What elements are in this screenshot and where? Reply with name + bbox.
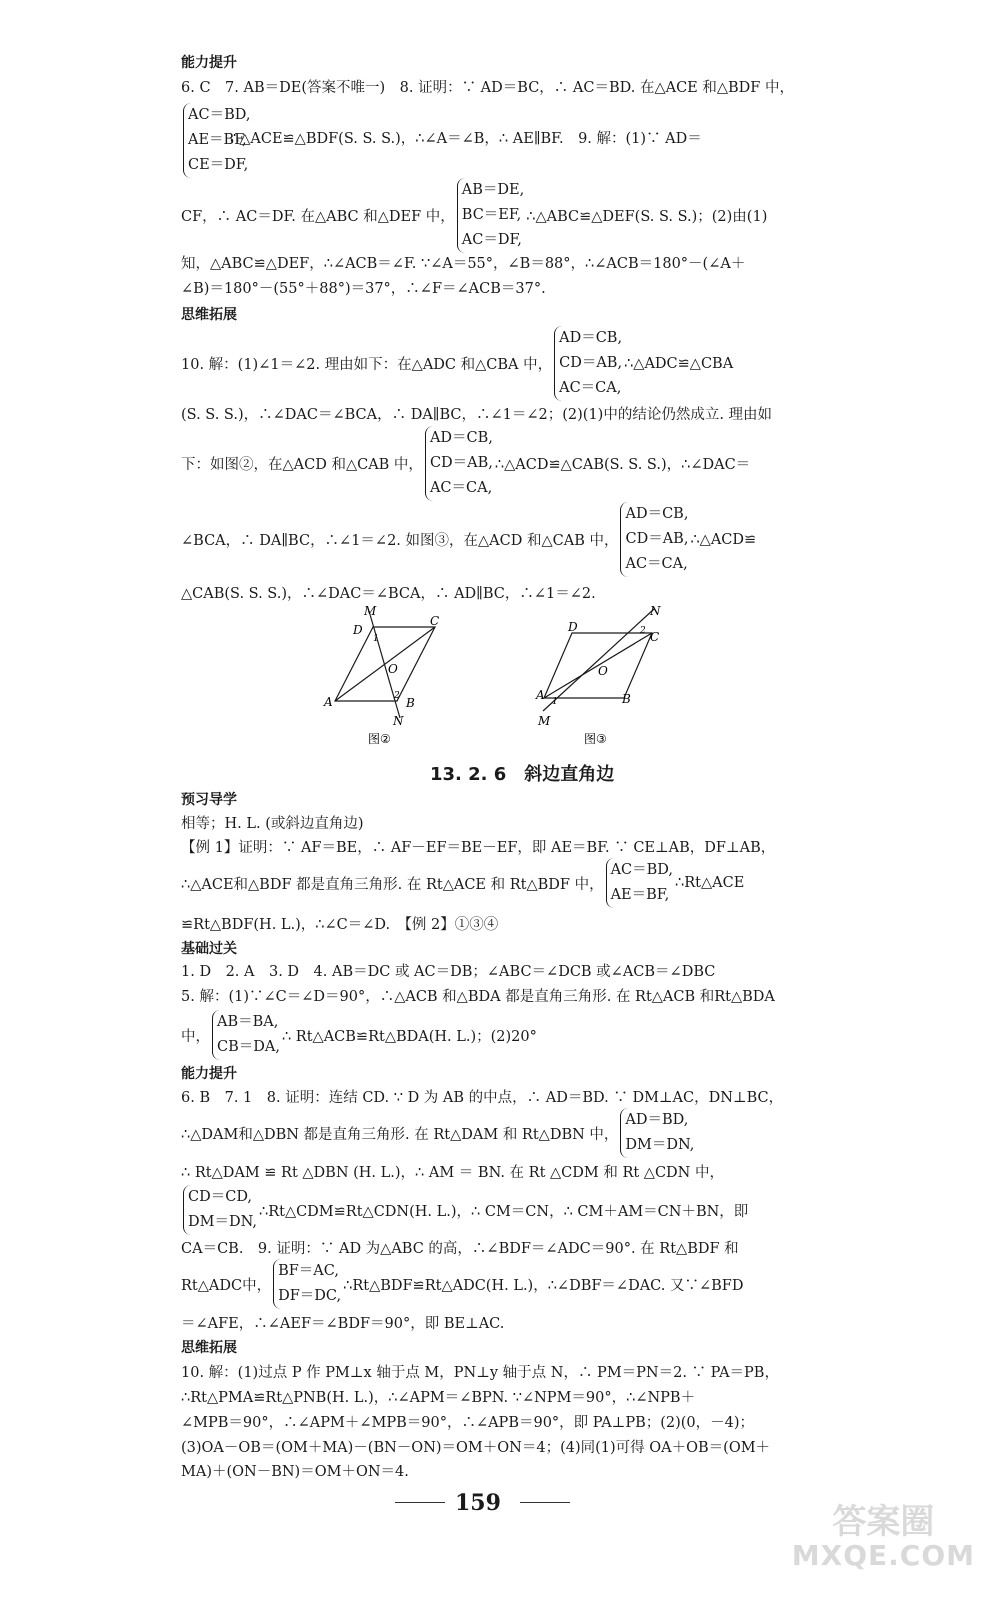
section-heading: 预习导学 <box>181 792 237 808</box>
brace-line: CB＝DA, <box>217 1039 280 1055</box>
brace-line: AD＝CB, <box>559 330 623 346</box>
text-line: ＝∠AFE，∴∠AEF＝∠BDF＝90°，即 BE⊥AC. <box>181 1316 505 1332</box>
text-line: 6. C 7. AB＝DE(答案不唯一) 8. 证明：∵ AD＝BC，∴ AC＝BD. 在△ACE 和△BDF 中， <box>181 80 794 96</box>
text-line: 1. D 2. A 3. D 4. AB＝DC 或 AC＝DB；∠ABC＝∠DCB 或∠ACB＝∠DBC <box>181 964 716 980</box>
section-heading: 思维拓展 <box>181 1340 237 1356</box>
brace-line: AC＝BD, <box>188 107 251 123</box>
equation-brace <box>457 178 524 253</box>
text-segment: 下：如图②，在△ACD 和△CAB 中， <box>181 457 423 473</box>
text-line: (3)OA－OB＝(OM＋MA)－(BN－ON)＝OM＋ON＝4；(4)同(1)可得 OA＋OB＝(OM＋ <box>181 1440 771 1456</box>
brace-line: AE＝BF, <box>188 132 247 148</box>
brace-line: DM＝DN, <box>188 1214 257 1230</box>
section-heading: 能力提升 <box>181 55 237 71</box>
text-segment: ∴Rt△CDM≌Rt△CDN(H. L.)，∴ CM＝CN，∴ CM＋AM＝CN＋BN，即 <box>258 1203 749 1220</box>
brace-line: CE＝DF, <box>188 157 249 173</box>
point-label: O <box>388 662 398 676</box>
brace-line: BC＝EF, <box>461 207 522 223</box>
text-segment: 中， <box>181 1028 210 1045</box>
brace-line: AC＝CA, <box>429 480 493 496</box>
figure-caption: 图② <box>368 732 391 746</box>
text-row <box>181 502 756 577</box>
text-line: 5. 解：(1)∵∠C＝∠D＝90°，∴△ACB 和△BDA 都是直角三角形. 在 Rt△ACB 和Rt△BDA <box>181 989 775 1005</box>
text-segment: ∴Rt△BDF≌Rt△ADC(H. L.)，∴∠DBF＝∠DAC. 又∵∠BFD <box>343 1277 744 1294</box>
angle-label: 2 <box>640 626 646 636</box>
text-segment: ∴Rt△ACE <box>675 875 745 891</box>
brace-line: AE＝BF, <box>610 887 670 903</box>
brace-line: DM＝DN, <box>625 1137 695 1153</box>
brace-line: BF＝AC, <box>278 1263 339 1279</box>
section-heading: 基础过关 <box>181 941 237 957</box>
text-line: 6. B 7. 1 8. 证明：连结 CD. ∵ D 为 AB 的中点，∴ AD＝BD. ∵ DM⊥AC，DN⊥BC， <box>181 1090 784 1106</box>
brace-line: AD＝CB, <box>625 506 689 522</box>
watermark-logo <box>791 1502 975 1573</box>
point-label: N <box>650 604 661 618</box>
brace-line: CD＝AB, <box>625 531 689 547</box>
text-line: ∴ Rt△DAM ≌ Rt △DBN (H. L.)，∴ AM ＝ BN. 在 Rt △CDM 和 Rt △CDN 中， <box>181 1165 724 1181</box>
point-label: C <box>650 630 660 644</box>
equation-brace <box>606 858 673 908</box>
text-row <box>181 1108 696 1158</box>
text-row <box>181 1010 537 1060</box>
point-label: N <box>393 714 404 728</box>
page-number-dash <box>395 1502 445 1503</box>
equation-brace <box>212 1010 280 1060</box>
text-row <box>181 326 733 401</box>
section-heading: 思维拓展 <box>181 307 237 323</box>
point-label: O <box>598 664 608 678</box>
angle-label: 1 <box>373 634 379 644</box>
section-title: 13. 2. 6 斜边直角边 <box>430 764 615 785</box>
figure-caption: 图③ <box>584 732 607 746</box>
text-line: 【例 1】证明：∵ AF＝BE，∴ AF－EF＝BE－EF，即 AE＝BF. ∵ CE⊥AB，DF⊥AB， <box>181 840 776 856</box>
text-line: CA＝CB. 9. 证明：∵ AD 为△ABC 的高，∴∠BDF＝∠ADC＝90°. 在 Rt△BDF 和 <box>181 1241 739 1257</box>
text-segment: ∴ Rt△ACB≌Rt△BDA(H. L.)；(2)20° <box>281 1028 537 1045</box>
point-label: A <box>324 695 333 709</box>
text-segment: ∴△ACE和△BDF 都是直角三角形. 在 Rt△ACE 和 Rt△BDF 中， <box>181 876 604 893</box>
brace-line: AC＝BD, <box>610 862 674 878</box>
text-segment: CF，∴ AC＝DF. 在△ABC 和△DEF 中， <box>181 209 455 225</box>
text-line: △CAB(S. S. S.)，∴∠DAC＝∠BCA，∴ AD∥BC，∴∠1＝∠2. <box>181 586 596 602</box>
text-segment: Rt△ADC中， <box>181 1277 272 1294</box>
text-line: ∴△ACE≌△BDF(S. S. S.)，∴∠A＝∠B，∴ AE∥BF. 9. 解：(1)∵ AD＝ <box>230 131 702 147</box>
text-line: MA)＋(ON－BN)＝OM＋ON＝4. <box>181 1464 409 1480</box>
text-line: 相等；H. L. (或斜边直角边) <box>181 816 364 832</box>
text-line: ∴Rt△PMA≌Rt△PNB(H. L.)，∴∠APM＝∠BPN. ∵∠NPM＝90°，∴∠NPB＋ <box>181 1390 696 1406</box>
page-number-dash <box>520 1502 570 1503</box>
point-label: B <box>622 692 631 706</box>
point-label: C <box>430 614 440 628</box>
brace-line: DF＝DC, <box>278 1288 342 1304</box>
text-segment: ∴△DAM和△DBN 都是直角三角形. 在 Rt△DAM 和 Rt△DBN 中， <box>181 1126 619 1143</box>
text-row <box>181 1259 743 1309</box>
equation-brace <box>620 502 688 577</box>
text-segment: ∴△ACD≌△CAB(S. S. S.)，∴∠DAC＝ <box>494 457 751 473</box>
point-label: A <box>536 688 545 702</box>
point-label: D <box>353 623 363 637</box>
text-line: ∠B)＝180°－(55°＋88°)＝37°，∴∠F＝∠ACB＝37°. <box>181 281 546 297</box>
point-label: M <box>364 604 377 618</box>
text-line: ∠MPB＝90°，∴∠APM＋∠MPB＝90°，∴∠APB＝90°，即 PA⊥PB；(2)(0，－4)； <box>181 1415 755 1431</box>
equation-brace <box>183 1185 257 1235</box>
figure-3 <box>530 603 680 748</box>
equation-brace <box>273 1259 341 1309</box>
watermark-text: 答案圈 <box>832 1502 935 1542</box>
angle-label: 2 <box>394 691 400 701</box>
text-row <box>181 1185 748 1235</box>
watermark-url: MXQE.COM <box>791 1539 975 1572</box>
equation-brace <box>425 426 493 501</box>
text-segment: ∴△ACD≌ <box>690 531 757 548</box>
brace-line: CD＝CD, <box>188 1189 253 1205</box>
text-row <box>181 426 750 501</box>
text-line: (S. S. S.)，∴∠DAC＝∠BCA，∴ DA∥BC，∴∠1＝∠2；(2)(1)中的结论仍然成立. 理由如 <box>181 407 773 423</box>
brace-line: AC＝DF, <box>461 232 522 248</box>
point-label: M <box>538 714 551 728</box>
brace-line: AC＝CA, <box>559 380 622 396</box>
section-heading: 能力提升 <box>181 1066 237 1082</box>
text-line: 知，△ABC≌△DEF，∴∠ACB＝∠F. ∵∠A＝55°，∠B＝88°，∴∠ACB＝180°－(∠A＋ <box>181 256 746 272</box>
text-segment: ∠BCA，∴ DA∥BC，∴∠1＝∠2. 如图③，在△ACD 和△CAB 中， <box>181 533 619 549</box>
text-row <box>181 858 744 908</box>
brace-line: CD＝AB, <box>559 355 623 371</box>
text-segment: ∴△ABC≌△DEF(S. S. S.)；(2)由(1) <box>526 209 768 225</box>
brace-line: AB＝BA, <box>217 1014 279 1030</box>
text-line: ≌Rt△BDF(H. L.)，∴∠C＝∠D. 【例 2】①③④ <box>181 917 499 933</box>
brace-line: AD＝BD, <box>625 1112 689 1128</box>
figure-2 <box>320 603 470 748</box>
text-line: 10. 解：(1)过点 P 作 PM⊥x 轴于点 M，PN⊥y 轴于点 N，∴ PM＝PN＝2. ∵ PA＝PB， <box>181 1365 779 1381</box>
brace-line: AD＝CB, <box>429 430 493 446</box>
page-number: 159 <box>455 1490 501 1516</box>
text-segment: ∴△ADC≌△CBA <box>624 355 734 372</box>
text-row <box>181 178 767 253</box>
brace-line: CD＝AB, <box>429 455 493 471</box>
equation-brace <box>554 326 622 401</box>
point-label: D <box>568 620 578 634</box>
brace-line: AB＝DE, <box>461 182 525 198</box>
text-segment: 10. 解：(1)∠1＝∠2. 理由如下：在△ADC 和△CBA 中， <box>181 357 553 373</box>
point-label: B <box>406 696 415 710</box>
equation-brace <box>620 1108 694 1158</box>
angle-label: 1 <box>552 697 558 707</box>
brace-line: AC＝CA, <box>625 556 688 572</box>
